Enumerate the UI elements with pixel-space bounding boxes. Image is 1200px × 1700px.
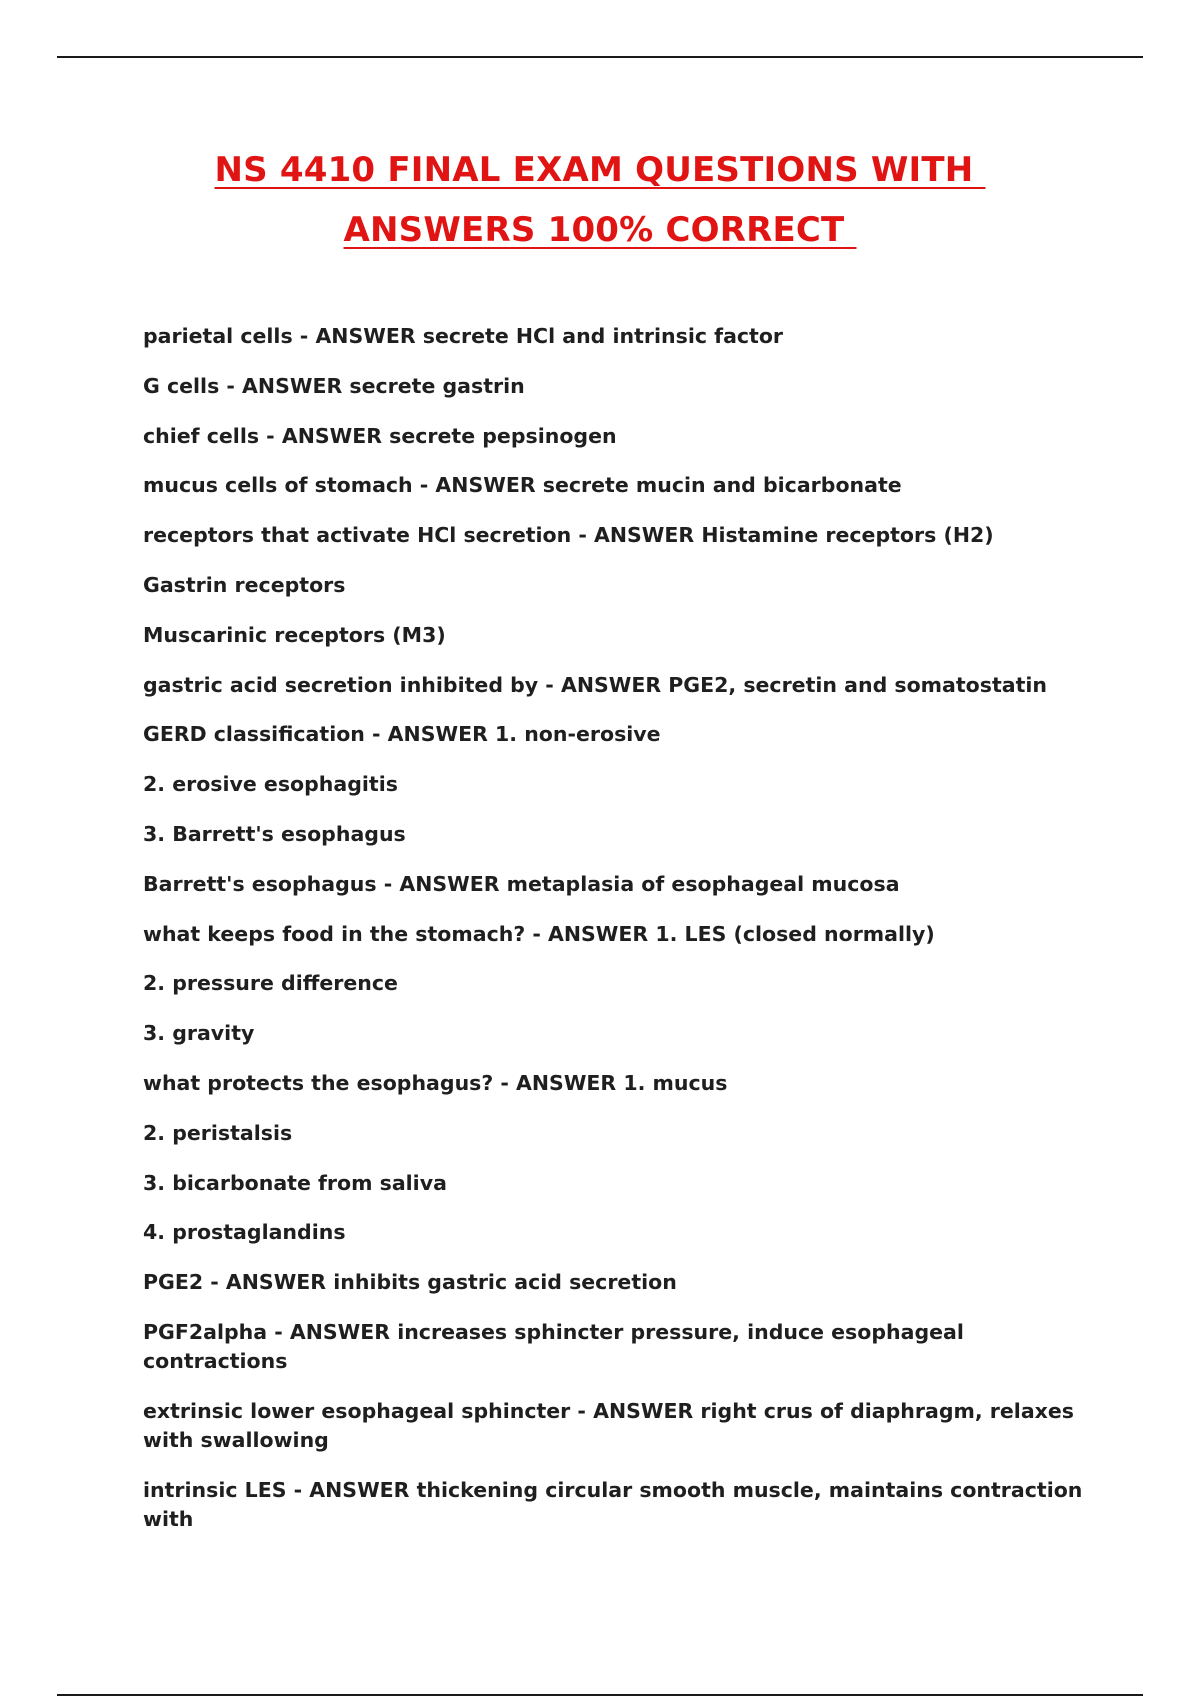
qa-line: 3. Barrett's esophagus <box>143 821 406 846</box>
qa-line: Muscarinic receptors (M3) <box>143 622 446 647</box>
qa-line: intrinsic LES - ANSWER thickening circular smooth muscle, maintains contraction with <box>143 1477 1083 1531</box>
qa-line: what keeps food in the stomach? - ANSWER 1. LES (closed normally) <box>143 921 935 946</box>
qa-line: GERD classification - ANSWER 1. non-erosive <box>143 722 661 747</box>
qa-line: PGF2alpha - ANSWER increases sphincter pressure, induce esophageal contractions <box>143 1319 964 1373</box>
qa-list <box>143 322 1083 1554</box>
qa-line: 2. erosive esophagitis <box>143 772 398 797</box>
qa-line: extrinsic lower esophageal sphincter - ANSWER right crus of diaphragm, relaxes with swallowing <box>143 1398 1074 1452</box>
qa-line: what protects the esophagus? - ANSWER 1. mucus <box>143 1070 728 1095</box>
qa-line: 3. bicarbonate from saliva <box>143 1170 447 1195</box>
title-line-1: NS 4410 FINAL EXAM QUESTIONS WITH <box>214 150 986 190</box>
qa-line: 3. gravity <box>143 1021 255 1046</box>
document-title <box>0 140 1200 260</box>
qa-line: 4. prostaglandins <box>143 1220 346 1245</box>
title-line-2: ANSWERS 100% CORRECT <box>343 210 857 250</box>
qa-line: gastric acid secretion inhibited by - ANSWER PGE2, secretin and somatostatin <box>143 672 1048 697</box>
qa-line: receptors that activate HCl secretion - ANSWER Histamine receptors (H2) <box>143 523 994 548</box>
qa-line: mucus cells of stomach - ANSWER secrete mucin and bicarbonate <box>143 473 902 498</box>
qa-line: 2. peristalsis <box>143 1120 293 1145</box>
qa-line: Barrett's esophagus - ANSWER metaplasia of esophageal mucosa <box>143 871 900 896</box>
qa-line: Gastrin receptors <box>143 572 346 597</box>
qa-line: chief cells - ANSWER secrete pepsinogen <box>143 423 617 448</box>
qa-line: PGE2 - ANSWER inhibits gastric acid secretion <box>143 1270 677 1295</box>
qa-line: 2. pressure difference <box>143 971 398 996</box>
bottom-rule <box>57 1694 1143 1696</box>
top-rule <box>57 56 1143 58</box>
qa-line: G cells - ANSWER secrete gastrin <box>143 373 525 398</box>
qa-line: parietal cells - ANSWER secrete HCl and intrinsic factor <box>143 324 784 348</box>
